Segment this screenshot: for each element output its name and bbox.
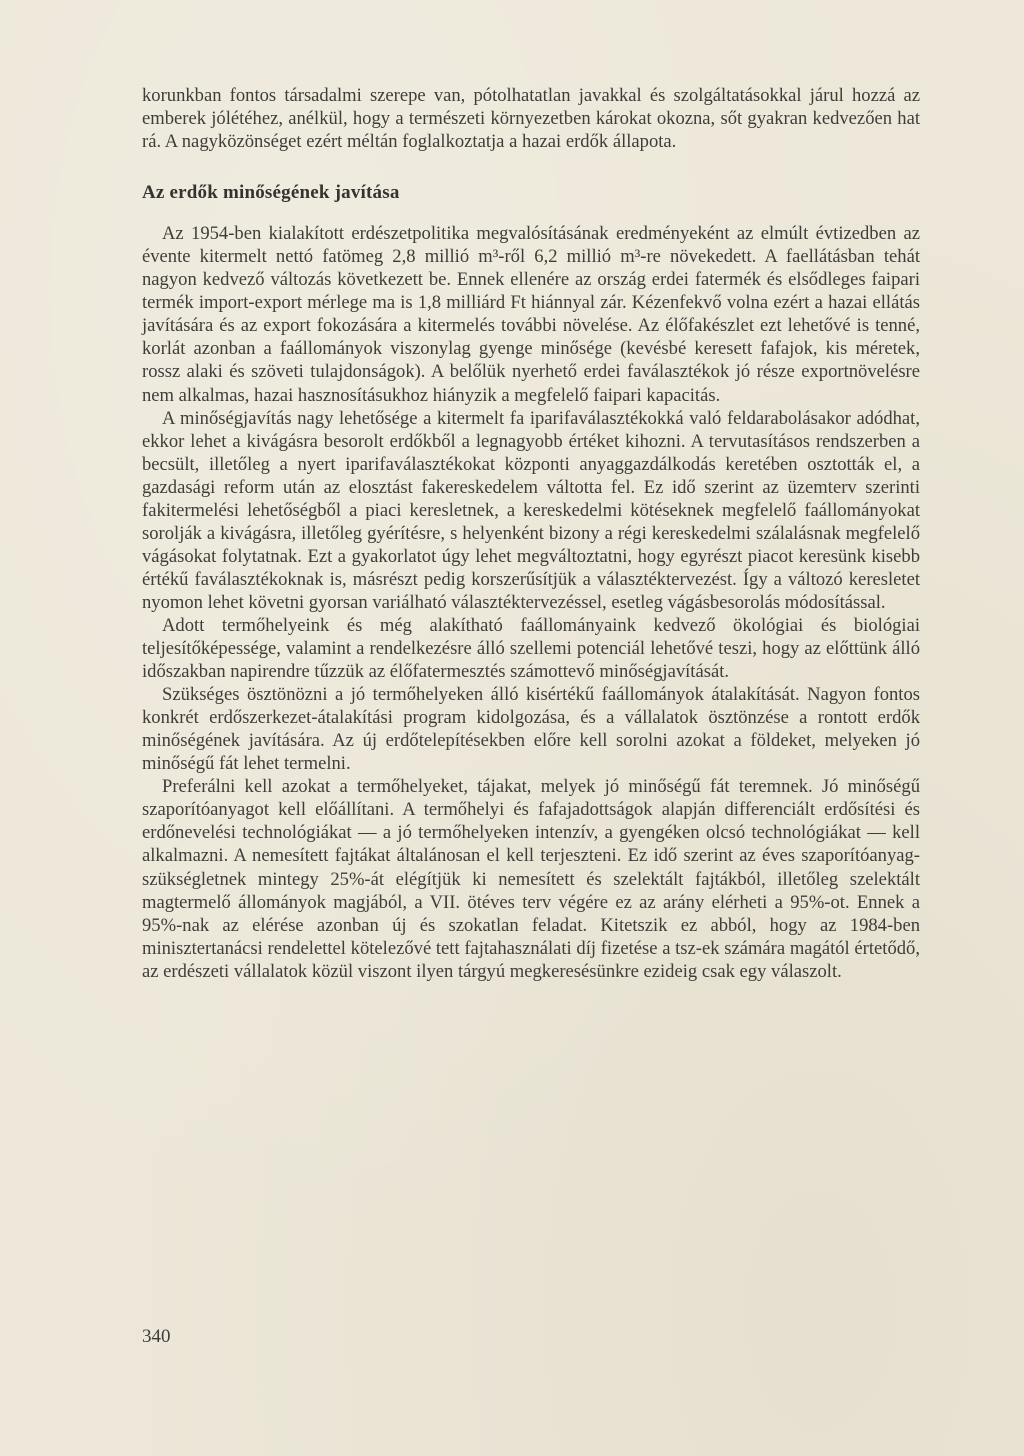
section-heading: Az erdők minőségének javítása xyxy=(142,182,400,204)
page-number: 340 xyxy=(142,1326,171,1347)
body-paragraph-2: A minőségjavítás nagy lehetősége a kitermelt fa iparifaválasztékokká való feldarabolásakor adódhat, ekkor lehet a kivágásra besorolt erdőkből a legnagyobb értéket kihozni. A tervutasításos rendszerben a becsült, illetőleg a nyert iparifaválasztékokat központi anyaggazdálkodás keretében osztották el, a gazdasági reform után az elosztást fakereskedelem váltotta fel. Ez idő szerint az üzemterv szerinti fakitermelési lehetőségből a piaci keresletnek, a kereskedelmi kötéseknek megfelelő faállományokat sorolják a kivágásra, illetőleg gyérítésre, s helyenként bizony a régi kereskedelmi szálalásnak megfelelő vágásokat folytatnak. Ezt a gyakorlatot úgy lehet megváltoztatni, hogy egyrészt piacot keresünk kisebb értékű faválasztékoknak is, másrészt pedig korszerűsítjük a választéktervezést. Így a változó keresletet nyomon lehet követni gyorsan variálható választéktervezéssel, esetleg vágásbesorolás módosítással. xyxy=(142,407,920,613)
page-body xyxy=(142,84,920,983)
intro-paragraph: korunkban fontos társadalmi szerepe van, pótolhatatlan javakkal és szolgáltatásokkal járul hozzá az emberek jólétéhez, anélkül, hogy a természeti környezetben károkat okozna, sőt gyakran kedvezően hat rá. A nagyközönséget ezért méltán foglalkoztatja a hazai erdők állapota. xyxy=(142,85,920,153)
body-paragraph-3: Adott termőhelyeink és még alakítható faállományaink kedvező ökológiai és biológiai teljesítőképessége, valamint a rendelkezésre álló szellemi potenciál lehetővé teszi, hogy az előttünk álló időszakban napirendre tűzzük az élőfatermesztés számottevő minőségjavítását. xyxy=(142,614,920,683)
body-paragraph-4: Szükséges ösztönözni a jó termőhelyeken álló kisértékű faállományok átalakítását. Nagyon fontos konkrét erdőszerkezet-átalakítási program kidolgozása, és a vállalatok ösztönzése a rontott erdők minőségének javítására. Az új erdőtelepítésekben előre kell sorolni azokat a földeket, melyeken jó minőségű fát lehet termelni. xyxy=(142,684,920,775)
body-paragraph-5: Preferálni kell azokat a termőhelyeket, tájakat, melyek jó minőségű fát teremnek. Jó minőségű szaporítóanyagot kell előállítani. A termőhelyi és fafajadottságok alapján differenciált erdősítési és erdőnevelési technológiákat — a jó termőhelyeken intenzív, a gyengéken olcsó technológiákat — kell alkalmazni. A nemesített fajtákat általánosan el kell terjeszteni. Ez idő szerint az éves szaporítóanyag-szükségletnek mintegy 25%-át elégítjük ki nemesített és szelektált fajtákból, illetőleg szelektált magtermelő állományok magjából, a VII. ötéves terv végére ez az arány elérheti a 95%-ot. Ennek a 95%-nak az elérése azonban új és szokatlan feladat. Kitetszik ez abból, hogy az 1984-ben minisztertanácsi rendelettel kötelezővé tett fajtahasználati díj fizetése a tsz-ek számára magától értetődő, az erdészeti vállalatok közül viszont ilyen tárgyú megkeresésünkre ezideig csak egy válaszolt. xyxy=(142,776,920,982)
body-paragraph-1: Az 1954-ben kialakított erdészetpolitika megvalósításának eredményeként az elmúlt évtizedben az évente kitermelt nettó fatömeg 2,8 millió m³-ről 6,2 millió m³-re növekedett. A faellátásban tehát nagyon kedvező változás következett be. Ennek ellenére az ország erdei fatermék és elsődleges faipari termék import-export mérlege ma is 1,8 milliárd Ft hiánnyal zár. Kézenfekvő volna ezért a hazai ellátás javítására és az export fokozására a kitermelés további növelése. Az élőfakészlet ezt lehetővé is tenné, korlát azonban a faállományok viszonylag gyenge minősége (kevésbé keresett fafajok, kis méretek, rossz alaki és szöveti tulajdonságok). A belőlük nyerhető erdei faválasztékok jó része exportnövelésre nem alkalmas, hazai hasznosításukhoz hiányzik a megfelelő faipari kapacitás. xyxy=(142,223,920,406)
